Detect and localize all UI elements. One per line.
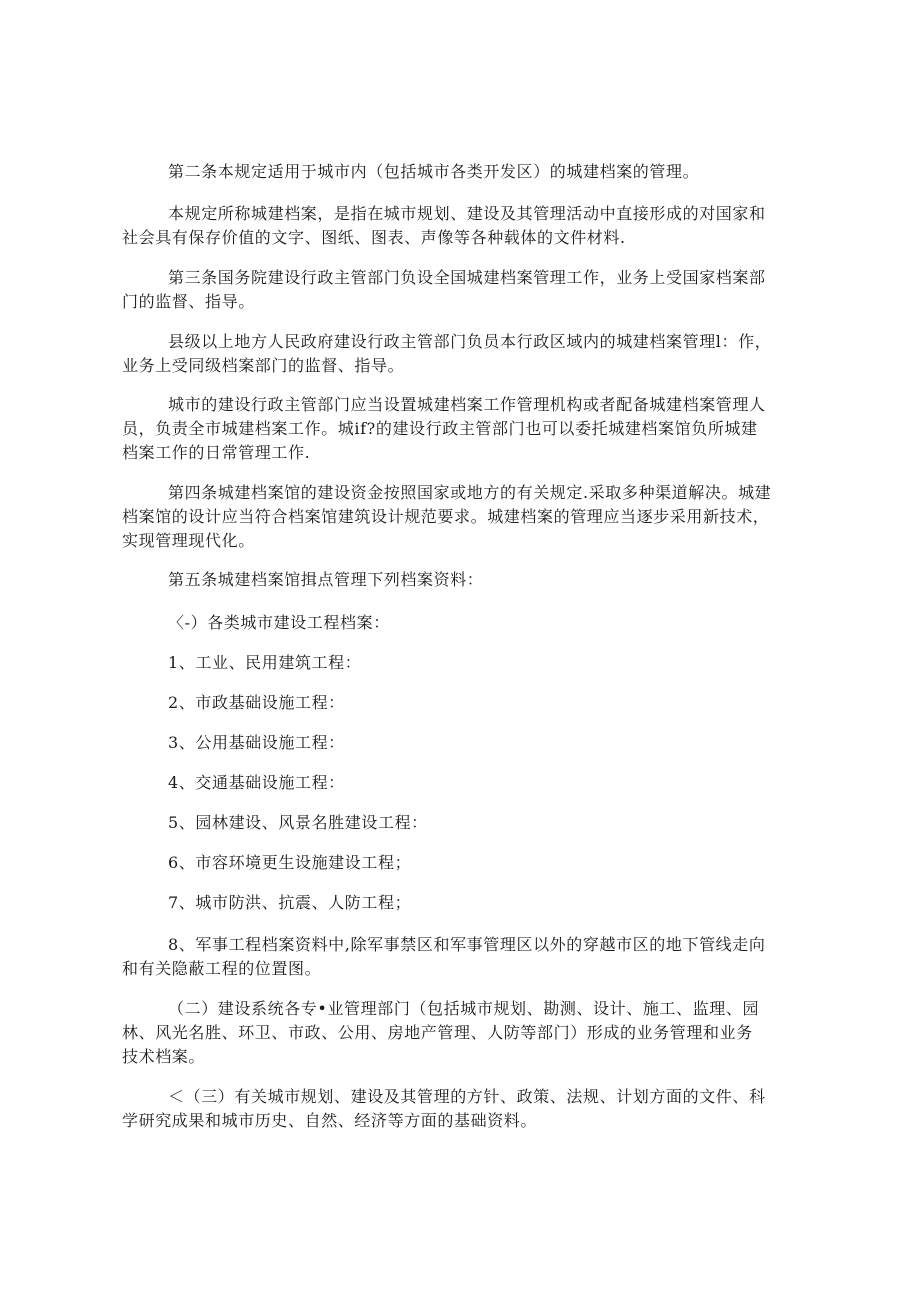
text-line: 7、城市防洪、抗震、人防工程； (168, 893, 412, 912)
text-line: ＜（三）有关城市规划、建设及其管理的方针、政策、法规、计划方面的文件、科 (168, 1087, 766, 1106)
text-line: 第四条城建档案馆的建设资金按照国家或地方的有关规定.采取多种渠道解决。城建 (168, 483, 772, 502)
text-line: 第五条城建档案馆揖点管理下列档案资料： (168, 570, 484, 589)
text-line: 和有关隐蔽工程的位置图。 (122, 959, 322, 978)
text-line: 第三条国务院建设行政主管部门负设全国城建档案管理工作，业务上受国家档案部 (168, 268, 766, 287)
paragraph-county-level (122, 330, 788, 378)
text-line: 社会具有保存价值的文字、图纸、图表、声像等各种载体的文件材料. (122, 228, 626, 247)
list-heading-2 (122, 997, 788, 1069)
text-line: 4、交通基础设施工程： (168, 773, 345, 792)
text-line: 8、军事工程档案资料中,除军事禁区和军事管理区以外的穿越市区的地下管线走向 (168, 935, 766, 954)
list-item (122, 933, 788, 981)
text-line: 业务上受同级档案部门的监督、指导。 (122, 356, 405, 375)
text-line: 门的监督、指导。 (122, 292, 255, 311)
text-line: 2、市政基础设施工程： (168, 693, 345, 712)
text-line: 本规定所称城建档案，是指在城市规划、建设及其管理活动中直接形成的对国家和 (168, 204, 766, 223)
paragraph-article-5 (168, 568, 788, 592)
text-line: 1、工业、民用建筑工程： (168, 653, 362, 672)
text-line: 学研究成果和城市历史、自然、经济等方面的基础资料。 (122, 1111, 538, 1130)
list-item (168, 731, 788, 755)
list-item (168, 651, 788, 675)
list-heading-1 (168, 611, 788, 635)
text-line: 5、园林建设、风景名胜建设工程： (168, 813, 428, 832)
paragraph-article-2 (168, 160, 788, 184)
list-item (168, 851, 788, 875)
list-item (168, 891, 788, 915)
text-line: 员，负责全市城建档案工作。城if?的建设行政主管部门也可以委托城建档案馆负所城建 (122, 419, 758, 438)
text-line: 城市的建设行政主管部门应当设置城建档案工作管理机构或者配备城建档案管理人 (168, 395, 766, 414)
text-line: 档案馆的设计应当符合档案馆建筑设计规范要求。城建档案的管理应当逐步采用新技术， (122, 507, 770, 526)
text-line: 档案工作的日常管理工作. (122, 443, 311, 462)
list-heading-3 (122, 1085, 788, 1133)
text-line: 实现管理现代化。 (122, 531, 255, 550)
text-line: （二）建设系统各专•业管理部门（包括城市规划、勘测、设计、施工、监理、园 (168, 999, 760, 1018)
paragraph-article-3 (122, 266, 788, 314)
text-line: 3、公用基础设施工程： (168, 733, 345, 752)
list-item (168, 691, 788, 715)
text-line: 第二条本规定适用于城市内（包括城市各类开发区）的城建档案的管理。 (168, 162, 700, 181)
text-line: 技术档案。 (122, 1047, 206, 1066)
paragraph-city-authority (122, 393, 788, 465)
text-line: 林、风光名胜、环卫、市政、公用、房地产管理、人防等部门）形成的业务管理和业务 (122, 1023, 753, 1042)
paragraph-definition (122, 202, 788, 250)
text-line: 县级以上地方人民政府建设行政主管部门负员本行政区域内的城建档案管理l：作， (168, 332, 772, 351)
paragraph-article-4 (122, 481, 788, 553)
text-line: 〈-）各类城市建设工程档案： (168, 613, 390, 632)
text-line: 6、市容环境更生设施建设工程； (168, 853, 412, 872)
list-item (168, 771, 788, 795)
list-item (168, 811, 788, 835)
